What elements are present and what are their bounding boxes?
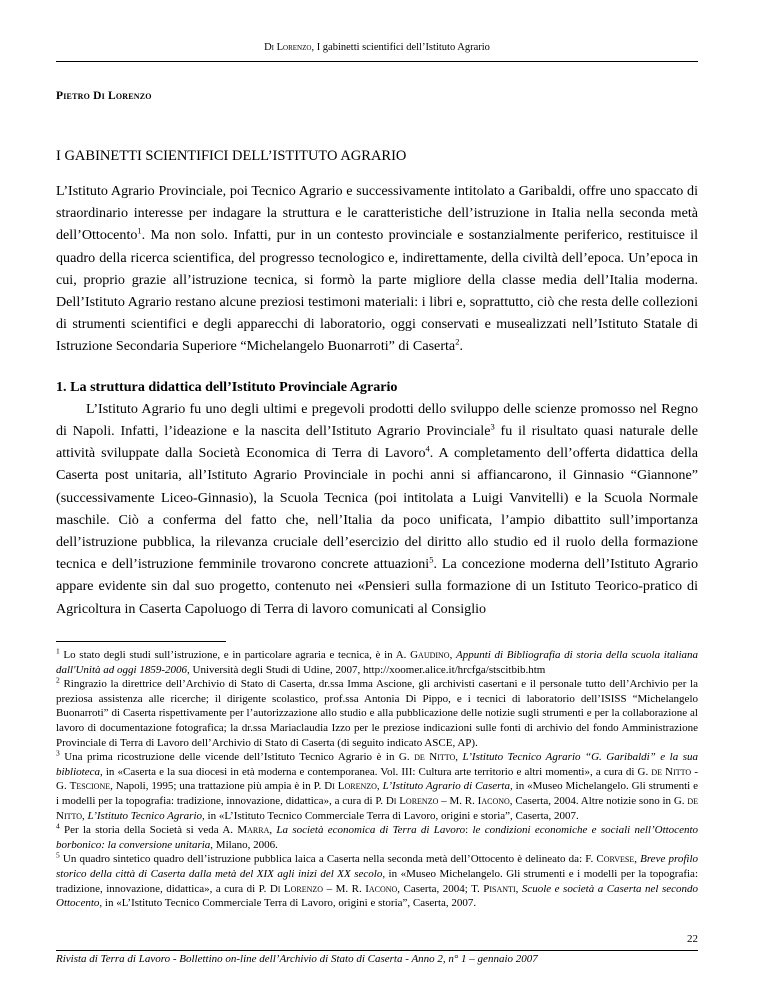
footnote-ref-3: 3 (490, 421, 495, 432)
footnote-author: Di Lorenzo (324, 780, 377, 793)
footnote-author: Marra (237, 824, 270, 837)
footnote-text: in «Museo Michelangelo. Gli strumenti e i modelli per la topografia: tradizione, innovazione, didattica», a cura di P. (56, 780, 698, 807)
footnote-text: , Caserta, 2004. Altre notizie sono in G. (509, 794, 688, 807)
footnote-number: 3 (56, 748, 60, 758)
running-head (56, 42, 698, 53)
footnote-text: , (455, 751, 463, 764)
footnotes (56, 648, 698, 911)
footnote-text: Ringrazio la direttrice dell’Archivio di Stato di Caserta, dr.ssa Imma Ascione, gli archivisti casertani e il personale tutto dell’Archivio per la preziosa assistenza alle ricerche; il dirigente scolastico, prof.ssa Antonia Di Pippo, e i tecnici di laboratorio dell’ISISS “Michelangelo Buonarroti” di Caserta rispettivamente per l’autorizzazione allo studio e alla pubblicazione delle notizie sugli strumenti e per la collaborazione al lavoro di documentazione fotografica; la dr.ssa Mariaclaudia Izzo per le preziose indicazioni sulle fonti di archivio del fondo Amministrazione Provinciale di Terra di Lavoro dell’Archivio di Stato di Caserta (di seguito indicato ASCE, AP). (56, 678, 698, 749)
footnote-ref-2: 2 (455, 336, 460, 347)
section-heading: 1. La struttura didattica dell’Istituto Provinciale Agrario (56, 378, 398, 395)
footnote-text: : (465, 824, 473, 837)
footnote-text: Un quadro sintetico quadro dell’istruzione pubblica laica a Caserta nella seconda metà dell’Ottocento è delineato da: F. (59, 853, 597, 866)
footnote-author: Di Lorenzo (269, 882, 324, 895)
footnote-5 (56, 852, 698, 910)
footnote-text: Una prima ricostruzione delle vicende dell’Istituto Tecnico Agrario è in G. (59, 751, 415, 764)
footnote-work-title: L’Istituto Tecnico Agrario “G. Garibaldi” e la sua biblioteca, (56, 751, 698, 778)
section-paragraph (56, 398, 698, 620)
footnote-text: , (82, 809, 88, 822)
footnote-text: - G. (56, 765, 698, 793)
footnote-text: , (634, 853, 641, 866)
footnote-author: Di Lorenzo (385, 794, 439, 807)
footnote-2 (56, 677, 698, 750)
running-head-title: , I gabinetti scientifici dell’Istituto Agrario (311, 42, 490, 53)
footnote-4 (56, 823, 698, 852)
footnote-number: 1 (56, 646, 60, 656)
footnote-work-title: L’Istituto Agrario di Caserta, (382, 780, 513, 793)
journal-footer: Rivista di Terra di Lavoro - Bollettino on-line dell’Archivio di Stato di Caserta - Anno 2, n° 1 – gennaio 2007 (56, 953, 538, 965)
footnote-separator (56, 641, 226, 642)
footnote-text: , Milano, 2006. (210, 838, 278, 851)
footnote-work-title: L’Istituto Tecnico Agrario, (87, 809, 205, 822)
footnote-text: in «Museo Michelangelo. Gli strumenti e i modelli per la topografia: tradizione, innovazione, didattica», a cura di P. (56, 867, 698, 895)
footnote-number: 2 (56, 675, 60, 685)
author-name: Pietro Di Lorenzo (56, 90, 152, 102)
footnote-text: , Università degli Studi di Udine, 2007, http://xoomer.alice.it/hrcfga/stscitbib.htm (187, 663, 546, 676)
footnote-number: 4 (56, 821, 60, 831)
footnote-text: , (269, 824, 277, 837)
footnote-work-title: Appunti di Bibliografia di storia della scuola italiana dall'Unità ad oggi 1859-2006 (56, 649, 699, 676)
footnote-author: de Nitto (414, 751, 456, 764)
intro-text-1: L’Istituto Agrario Provinciale, poi Tecnico Agrario e successivamente intitolato a Garibaldi, offre uno spaccato di straordinario interesse per indagare la struttura e le caratteristiche dell’istruzione in Italia nella seconda metà dell’Ottocento (56, 183, 698, 244)
footnote-author: Pisanti (483, 882, 516, 895)
footnote-author: Tescione (69, 780, 111, 793)
footnote-text: Per la storia della Società si veda A. (59, 824, 238, 837)
footnote-ref-5: 5 (429, 554, 434, 565)
footnote-author: de Nitto (651, 765, 692, 778)
footnote-ref-4: 4 (425, 443, 430, 454)
footnote-author: Corvese (596, 853, 635, 866)
section-text-1: L’Istituto Agrario fu uno degli ultimi e pregevoli prodotti dello sviluppo delle scienze promosso nel Regno di Napoli. Infatti, l’ideazione e la nascita dell’Istituto Agrario Provinciale (56, 400, 698, 440)
footer-rule (56, 950, 698, 951)
footnote-text: Lo stato degli studi sull’istruzione, e in particolare agraria e tecnica, è in A. (59, 649, 411, 661)
intro-text-2: . Ma non solo. Infatti, pur in un contesto provinciale e sostanzialmente periferico, restituisce il quadro della ricerca scientifica, del progresso tecnologico e, indirettamente, della civiltà dell’epoca. Un’epoca in cui, proprio grazie all’istruzione tecnica, si formò la parte migliore della classe media dell’Italia moderna. Dell’Istituto Agrario restano alcune preziosi testimoni materiali: i libri e, soprattutto, ciò che resta delle collezioni di strumenti scientifici e degli apparecchi di laboratorio, oggi conservati e musealizzati nell’Istituto Statale di Istruzione Secondaria Superiore “Michelangelo Buonarroti” di Caserta (56, 227, 698, 355)
footnote-work-title: Breve profilo storico della città di Caserta dalla metà del XIX agli inizi del XX secolo, (56, 853, 699, 880)
footnote-text: – M. R. (323, 882, 366, 895)
footnote-work-title: le condizioni economiche e sociali nell’Ottocento borbonico: la conversione unitaria (56, 824, 699, 851)
footnote-text: , Napoli, 1995; una trattazione più ampia è in P. (110, 780, 325, 793)
body-text (56, 180, 698, 620)
footnote-author: Gaudino (410, 649, 450, 661)
footnote-text: , Caserta, 2004; T. (397, 882, 484, 895)
footnote-1 (56, 648, 698, 677)
section-text-2: fu il risultato quasi naturale delle attività sviluppate dalla Società Economica di Terra di Lavoro (56, 423, 698, 462)
footnote-work-title: Scuole e società a Caserta nel secondo Ottocento, (56, 882, 698, 910)
footnote-text: in «L’Istituto Tecnico Commerciale Terra di Lavoro, origini e storia”, Caserta, 2007. (102, 897, 477, 910)
footnote-ref-1: 1 (137, 225, 142, 236)
footnote-text: in «L’Istituto Tecnico Commerciale Terra di Lavoro, origini e storia”, Caserta, 2007. (204, 809, 579, 822)
intro-text-3: . (459, 338, 463, 355)
footnote-text: – M. R. (438, 794, 478, 807)
section-text-4: . La concezione moderna dell’Istituto Agrario appare evidente sin dal suo progetto, contenuto nei «Pensieri sulla formazione di un Istituto Teorico-pratico di Agricoltura in Caserta Capoluogo di Terra di lavoro comunicati al Consiglio (56, 556, 698, 617)
footnote-author: de Nitto (56, 794, 698, 822)
footnote-work-title: La società economica di Terra di Lavoro (276, 824, 466, 837)
running-head-author-first: Di (264, 42, 274, 53)
footnote-author: Iacono (477, 794, 510, 807)
article-title: I GABINETTI SCIENTIFICI DELL’ISTITUTO AGRARIO (56, 148, 407, 164)
header-rule (56, 61, 698, 62)
section-text-3: . A completamento dell’offerta didattica della Caserta post unitaria, all’Istituto Agrario Provinciale in pochi anni si affiancarono, il Ginnasio “Giannone” (successivamente Liceo-Ginnasio), la Scuola Tecnica (poi intitolata a Luigi Vanvitelli) e la Scuola Normale maschile. Ciò a conferma del fatto che, nell’Italia da poco unificata, l’ampio dibattito sull’importanza dell’istruzione pubblica, la rilevanza cruciale dell’esercizio del diritto allo studio ed il ruolo della formazione tecnica e dell’istruzione femminile trovarono concrete attuazioni (56, 445, 698, 573)
footnote-text: , (449, 649, 457, 661)
footnote-3 (56, 750, 698, 823)
running-head-author-last: Lorenzo (276, 42, 312, 53)
intro-paragraph (56, 183, 698, 354)
page-number: 22 (687, 933, 698, 945)
footnote-text: in «Caserta e la sua diocesi in età moderna e contemporanea. Vol. III: Cultura arte territorio e altri momenti», a cura di G. (102, 765, 652, 778)
footnote-text: , (515, 882, 522, 895)
footnote-text: , (376, 780, 383, 793)
footnote-author: Iacono (365, 882, 398, 895)
footnote-number: 5 (56, 850, 60, 860)
